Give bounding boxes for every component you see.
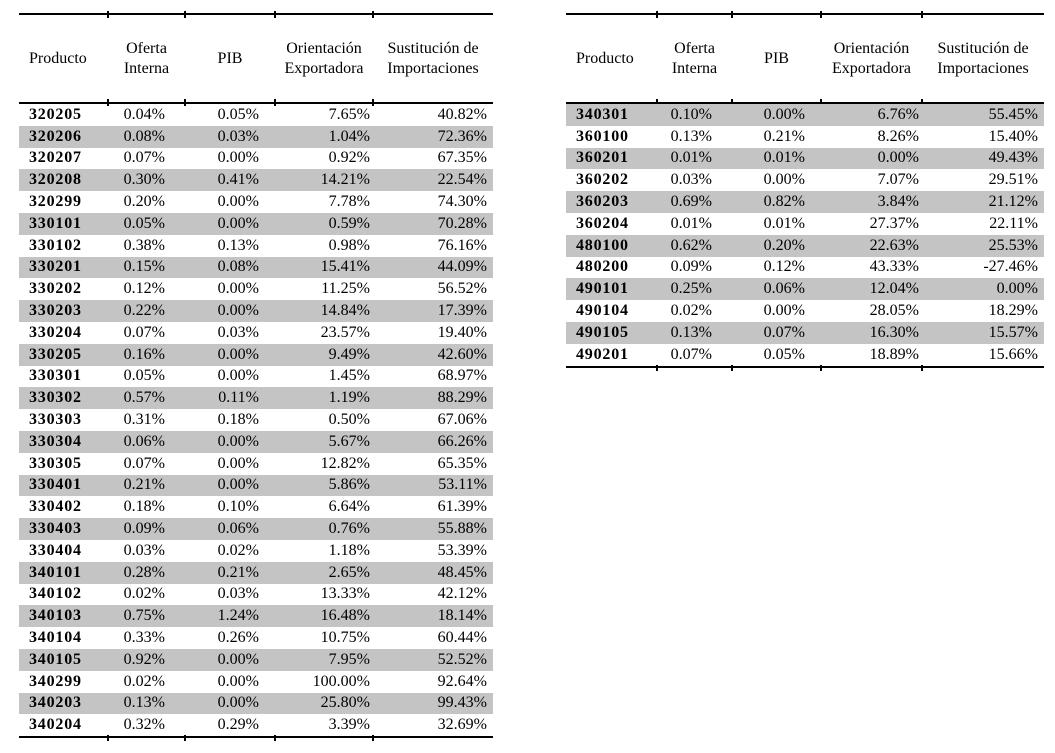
sustitucion-importaciones-value-cell: 76.16% [437, 236, 487, 254]
product-code-cell: 340102 [29, 585, 82, 603]
table-row [19, 278, 493, 300]
product-code-cell: 330302 [19, 387, 108, 409]
oferta-interna-value-cell: 0.09% [108, 518, 185, 540]
orientacion-exportadora-value-cell: 7.65% [328, 105, 370, 123]
oferta-interna-value-cell: 0.15% [108, 257, 185, 279]
pib-value-cell: 0.03% [217, 323, 259, 341]
sustitucion-importaciones-value-cell: 17.39% [373, 300, 493, 322]
pib-value-cell: 0.82% [732, 191, 821, 213]
orientacion-exportadora-value-cell: 0.00% [821, 148, 922, 170]
product-code-cell: 360202 [576, 171, 629, 189]
sustitucion-importaciones-value-cell: 18.14% [373, 605, 493, 627]
oferta-interna-value-cell: 0.31% [123, 411, 165, 429]
pib-value-cell: 0.05% [217, 105, 259, 123]
pib-value-cell: 0.21% [185, 562, 275, 584]
product-code-cell: 490201 [566, 344, 657, 367]
orientacion-exportadora-value-cell: 10.75% [320, 629, 370, 647]
orientacion-exportadora-value-cell: 7.07% [877, 171, 919, 189]
orientacion-exportadora-value-cell: 2.65% [275, 562, 373, 584]
product-code-cell: 330404 [29, 541, 82, 559]
oferta-interna-value-cell: 0.75% [108, 605, 185, 627]
product-code-cell: 330204 [29, 323, 82, 341]
sustitucion-importaciones-value-cell: 52.52% [373, 649, 493, 671]
product-code-cell: 330202 [29, 280, 82, 298]
product-code-cell: 340203 [19, 693, 108, 715]
pib-value-cell: 0.11% [185, 387, 275, 409]
oferta-interna-value-cell: 0.12% [123, 280, 165, 298]
pib-value-cell: 0.03% [185, 126, 275, 148]
orientacion-exportadora-value-cell: 100.00% [312, 672, 370, 690]
sustitucion-importaciones-value-cell: 99.43% [373, 693, 493, 715]
table-row [19, 671, 493, 693]
product-code-cell: 320208 [19, 169, 108, 191]
sustitucion-importaciones-value-cell: 53.11% [373, 475, 493, 497]
orientacion-exportadora-value-cell: 22.63% [821, 235, 922, 257]
product-code-cell: 340301 [566, 103, 657, 126]
orientacion-exportadora-value-cell: 9.49% [275, 344, 373, 366]
orientacion-exportadora-value-cell: 12.04% [821, 278, 922, 300]
product-code-cell: 340101 [19, 562, 108, 584]
table-row [566, 126, 1044, 148]
column-header-producto: Producto [19, 14, 108, 103]
sustitucion-importaciones-value-cell: 53.39% [437, 541, 487, 559]
table-row [19, 235, 493, 257]
oferta-interna-value-cell: 0.05% [108, 213, 185, 235]
pib-value-cell: 1.24% [185, 605, 275, 627]
product-code-cell: 490104 [576, 302, 629, 320]
product-code-cell: 320207 [29, 149, 82, 167]
pib-value-cell: 0.08% [185, 257, 275, 279]
oferta-interna-value-cell: 0.33% [123, 629, 165, 647]
pib-value-cell: 0.06% [185, 518, 275, 540]
orientacion-exportadora-value-cell: 8.26% [877, 127, 919, 145]
oferta-interna-value-cell: 0.22% [108, 300, 185, 322]
table-row [566, 191, 1044, 213]
table-row [19, 191, 493, 213]
column-header-pib: PIB [732, 14, 821, 103]
table-row [19, 518, 493, 540]
pib-value-cell: 0.00% [763, 302, 805, 320]
product-code-cell: 320299 [29, 193, 82, 211]
table-row [566, 235, 1044, 257]
product-code-cell: 330305 [29, 454, 82, 472]
product-code-cell: 340104 [29, 629, 82, 647]
oferta-interna-value-cell: 0.07% [123, 454, 165, 472]
orientacion-exportadora-value-cell: 16.30% [821, 322, 922, 344]
column-header-sustitucion-importaciones: Sustitución de Importaciones [373, 14, 493, 103]
oferta-interna-value-cell: 0.38% [123, 236, 165, 254]
oferta-interna-value-cell: 0.02% [123, 585, 165, 603]
sustitucion-importaciones-value-cell: 15.57% [922, 322, 1044, 344]
oferta-interna-value-cell: 0.20% [123, 193, 165, 211]
product-code-cell: 330203 [19, 300, 108, 322]
orientacion-exportadora-value-cell: 3.39% [275, 714, 373, 737]
table-row [19, 322, 493, 344]
sustitucion-importaciones-value-cell: 32.69% [373, 714, 493, 737]
table-row [566, 213, 1044, 235]
table-row [19, 627, 493, 649]
oferta-interna-value-cell: 0.09% [670, 258, 712, 276]
pib-value-cell: 0.20% [732, 235, 821, 257]
orientacion-exportadora-value-cell: 0.98% [328, 236, 370, 254]
sustitucion-importaciones-value-cell: 29.51% [988, 171, 1038, 189]
table-row [19, 148, 493, 170]
sustitucion-importaciones-value-cell: 25.53% [922, 235, 1044, 257]
pib-value-cell: 0.01% [732, 148, 821, 170]
sustitucion-importaciones-value-cell: 18.29% [988, 302, 1038, 320]
oferta-interna-value-cell: 0.05% [123, 367, 165, 385]
table-row [19, 584, 493, 606]
pib-value-cell: 0.01% [763, 214, 805, 232]
pib-value-cell: 0.10% [217, 498, 259, 516]
oferta-interna-value-cell: 0.07% [123, 149, 165, 167]
pib-value-cell: 0.41% [185, 169, 275, 191]
pib-value-cell: 0.02% [217, 541, 259, 559]
oferta-interna-value-cell: 0.25% [657, 278, 732, 300]
orientacion-exportadora-value-cell: 28.05% [869, 302, 919, 320]
product-code-cell: 330403 [19, 518, 108, 540]
oferta-interna-value-cell: 0.28% [108, 562, 185, 584]
sustitucion-importaciones-value-cell: 0.00% [922, 278, 1044, 300]
orientacion-exportadora-value-cell: 0.50% [328, 411, 370, 429]
oferta-interna-value-cell: 0.08% [108, 126, 185, 148]
pib-value-cell: 0.00% [732, 103, 821, 126]
sustitucion-importaciones-value-cell: 48.45% [373, 562, 493, 584]
sustitucion-importaciones-value-cell: 19.40% [437, 323, 487, 341]
pib-value-cell: 0.00% [217, 454, 259, 472]
pib-value-cell: 0.00% [185, 344, 275, 366]
table-row [19, 562, 493, 584]
product-code-cell: 330102 [29, 236, 82, 254]
sustitucion-importaciones-value-cell: 22.11% [989, 214, 1038, 232]
sustitucion-importaciones-value-cell: 21.12% [922, 191, 1044, 213]
pib-value-cell: 0.12% [763, 258, 805, 276]
oferta-interna-value-cell: 0.02% [670, 302, 712, 320]
oferta-interna-value-cell: 0.69% [657, 191, 732, 213]
pib-value-cell: 0.00% [185, 431, 275, 453]
pib-value-cell: 0.00% [217, 193, 259, 211]
orientacion-exportadora-value-cell: 18.89% [821, 344, 922, 367]
oferta-interna-value-cell: 0.01% [670, 214, 712, 232]
sustitucion-importaciones-value-cell: 67.35% [437, 149, 487, 167]
table-row [19, 366, 493, 388]
sustitucion-importaciones-value-cell: 88.29% [373, 387, 493, 409]
sustitucion-importaciones-value-cell: 56.52% [437, 280, 487, 298]
sustitucion-importaciones-value-cell: 92.64% [437, 672, 487, 690]
oferta-interna-value-cell: 0.13% [670, 127, 712, 145]
product-code-cell: 330401 [19, 475, 108, 497]
table-row [19, 169, 493, 191]
pib-value-cell: 0.05% [732, 344, 821, 367]
table-row [19, 693, 493, 715]
column-header-producto: Producto [566, 14, 657, 103]
sustitucion-importaciones-value-cell: 68.97% [437, 367, 487, 385]
orientacion-exportadora-value-cell: 1.19% [275, 387, 373, 409]
orientacion-exportadora-value-cell: 0.76% [275, 518, 373, 540]
pib-value-cell: 0.00% [217, 149, 259, 167]
sustitucion-importaciones-value-cell: 42.12% [437, 585, 487, 603]
table-row [566, 169, 1044, 191]
table-row [19, 475, 493, 497]
product-code-cell: 330301 [29, 367, 82, 385]
sustitucion-importaciones-value-cell: 15.66% [922, 344, 1044, 367]
pib-value-cell: 0.26% [217, 629, 259, 647]
product-code-cell: 360100 [576, 127, 629, 145]
product-code-cell: 340103 [19, 605, 108, 627]
pib-value-cell: 0.00% [217, 280, 259, 298]
product-code-cell: 320205 [29, 105, 82, 123]
column-header-oferta-interna: Oferta Interna [657, 14, 732, 103]
table-row [19, 213, 493, 235]
product-code-cell: 330101 [19, 213, 108, 235]
oferta-interna-value-cell: 0.07% [123, 323, 165, 341]
table-row [19, 257, 493, 279]
oferta-interna-value-cell: 0.18% [123, 498, 165, 516]
orientacion-exportadora-value-cell: 13.33% [320, 585, 370, 603]
product-code-cell: 340105 [19, 649, 108, 671]
sustitucion-importaciones-value-cell: 61.39% [437, 498, 487, 516]
oferta-interna-value-cell: 0.57% [108, 387, 185, 409]
sustitucion-importaciones-value-cell: 22.54% [373, 169, 493, 191]
orientacion-exportadora-value-cell: 14.84% [275, 300, 373, 322]
orientacion-exportadora-value-cell: 12.82% [320, 454, 370, 472]
oferta-interna-value-cell: 0.21% [108, 475, 185, 497]
table-row [566, 344, 1044, 367]
table-row [19, 387, 493, 409]
product-code-cell: 360203 [566, 191, 657, 213]
product-code-cell: 340299 [29, 672, 82, 690]
product-code-cell: 480100 [566, 235, 657, 257]
orientacion-exportadora-value-cell: 5.86% [275, 475, 373, 497]
oferta-interna-value-cell: 0.92% [108, 649, 185, 671]
table-row [566, 300, 1044, 322]
pib-value-cell: 0.00% [217, 367, 259, 385]
pib-value-cell: 0.00% [185, 693, 275, 715]
pib-value-cell: 0.00% [185, 649, 275, 671]
oferta-interna-value-cell: 0.13% [657, 322, 732, 344]
orientacion-exportadora-value-cell: 7.95% [275, 649, 373, 671]
pib-value-cell: 0.18% [217, 411, 259, 429]
pib-value-cell: 0.07% [732, 322, 821, 344]
column-header-orientacion-exportadora: Orientación Exportadora [821, 14, 922, 103]
indicators-table-right [566, 13, 1044, 368]
product-code-cell: 330304 [19, 431, 108, 453]
table-row [566, 278, 1044, 300]
column-header-pib: PIB [185, 14, 275, 103]
pib-value-cell: 0.00% [185, 300, 275, 322]
orientacion-exportadora-value-cell: 0.59% [275, 213, 373, 235]
oferta-interna-value-cell: 0.13% [108, 693, 185, 715]
table-row [566, 257, 1044, 279]
orientacion-exportadora-value-cell: 3.84% [821, 191, 922, 213]
table-row [19, 605, 493, 627]
pib-value-cell: 0.29% [185, 714, 275, 737]
product-code-cell: 360201 [566, 148, 657, 170]
sustitucion-importaciones-value-cell: 55.45% [922, 103, 1044, 126]
table-row [19, 496, 493, 518]
pib-value-cell: 0.21% [763, 127, 805, 145]
oferta-interna-value-cell: 0.03% [670, 171, 712, 189]
sustitucion-importaciones-value-cell: 72.36% [373, 126, 493, 148]
sustitucion-importaciones-value-cell: 66.26% [373, 431, 493, 453]
orientacion-exportadora-value-cell: 11.25% [321, 280, 370, 298]
product-code-cell: 330303 [29, 411, 82, 429]
product-code-cell: 330402 [29, 498, 82, 516]
sustitucion-importaciones-value-cell: -27.46% [983, 258, 1038, 276]
orientacion-exportadora-value-cell: 5.67% [275, 431, 373, 453]
orientacion-exportadora-value-cell: 1.04% [275, 126, 373, 148]
sustitucion-importaciones-value-cell: 44.09% [373, 257, 493, 279]
pib-value-cell: 0.13% [217, 236, 259, 254]
orientacion-exportadora-value-cell: 7.78% [328, 193, 370, 211]
column-header-oferta-interna: Oferta Interna [108, 14, 185, 103]
orientacion-exportadora-value-cell: 27.37% [869, 214, 919, 232]
pib-value-cell: 0.00% [763, 171, 805, 189]
orientacion-exportadora-value-cell: 6.64% [328, 498, 370, 516]
orientacion-exportadora-value-cell: 14.21% [275, 169, 373, 191]
sustitucion-importaciones-value-cell: 55.88% [373, 518, 493, 540]
sustitucion-importaciones-value-cell: 67.06% [437, 411, 487, 429]
oferta-interna-value-cell: 0.30% [108, 169, 185, 191]
sustitucion-importaciones-value-cell: 65.35% [437, 454, 487, 472]
table-row [566, 148, 1044, 170]
column-header-orientacion-exportadora: Orientación Exportadora [275, 14, 373, 103]
product-code-cell: 330201 [19, 257, 108, 279]
table-row [19, 344, 493, 366]
table-row [19, 300, 493, 322]
product-code-cell: 330205 [19, 344, 108, 366]
table-row [19, 409, 493, 431]
sustitucion-importaciones-value-cell: 49.43% [922, 148, 1044, 170]
oferta-interna-value-cell: 0.06% [108, 431, 185, 453]
header-row [566, 14, 1044, 103]
product-code-cell: 490105 [566, 322, 657, 344]
oferta-interna-value-cell: 0.32% [108, 714, 185, 737]
table-row [19, 431, 493, 453]
table-row [19, 540, 493, 562]
sustitucion-importaciones-value-cell: 40.82% [437, 105, 487, 123]
sustitucion-importaciones-value-cell: 70.28% [373, 213, 493, 235]
indicators-table-left [19, 13, 493, 738]
product-code-cell: 340204 [19, 714, 108, 737]
orientacion-exportadora-value-cell: 1.18% [328, 541, 370, 559]
table-row [19, 649, 493, 671]
table-row [19, 103, 493, 126]
product-code-cell: 490101 [566, 278, 657, 300]
oferta-interna-value-cell: 0.02% [123, 672, 165, 690]
orientacion-exportadora-value-cell: 43.33% [869, 258, 919, 276]
sustitucion-importaciones-value-cell: 15.40% [988, 127, 1038, 145]
pib-value-cell: 0.06% [732, 278, 821, 300]
orientacion-exportadora-value-cell: 23.57% [320, 323, 370, 341]
table-row [19, 453, 493, 475]
sustitucion-importaciones-value-cell: 60.44% [437, 629, 487, 647]
table-row [19, 126, 493, 148]
orientacion-exportadora-value-cell: 15.41% [275, 257, 373, 279]
orientacion-exportadora-value-cell: 6.76% [821, 103, 922, 126]
oferta-interna-value-cell: 0.04% [123, 105, 165, 123]
oferta-interna-value-cell: 0.10% [657, 103, 732, 126]
product-code-cell: 360204 [576, 214, 629, 232]
pib-value-cell: 0.00% [217, 672, 259, 690]
orientacion-exportadora-value-cell: 25.80% [275, 693, 373, 715]
pib-value-cell: 0.00% [185, 213, 275, 235]
pib-value-cell: 0.03% [217, 585, 259, 603]
orientacion-exportadora-value-cell: 16.48% [275, 605, 373, 627]
pib-value-cell: 0.00% [185, 475, 275, 497]
oferta-interna-value-cell: 0.62% [657, 235, 732, 257]
product-code-cell: 480200 [576, 258, 629, 276]
header-row [19, 14, 493, 103]
oferta-interna-value-cell: 0.01% [657, 148, 732, 170]
oferta-interna-value-cell: 0.03% [123, 541, 165, 559]
table-row [566, 103, 1044, 126]
oferta-interna-value-cell: 0.07% [657, 344, 732, 367]
product-code-cell: 320206 [19, 126, 108, 148]
oferta-interna-value-cell: 0.16% [108, 344, 185, 366]
column-header-sustitucion-importaciones: Sustitución de Importaciones [922, 14, 1044, 103]
table-row [19, 714, 493, 737]
orientacion-exportadora-value-cell: 1.45% [328, 367, 370, 385]
sustitucion-importaciones-value-cell: 42.60% [373, 344, 493, 366]
sustitucion-importaciones-value-cell: 74.30% [437, 193, 487, 211]
table-row [566, 322, 1044, 344]
orientacion-exportadora-value-cell: 0.92% [328, 149, 370, 167]
